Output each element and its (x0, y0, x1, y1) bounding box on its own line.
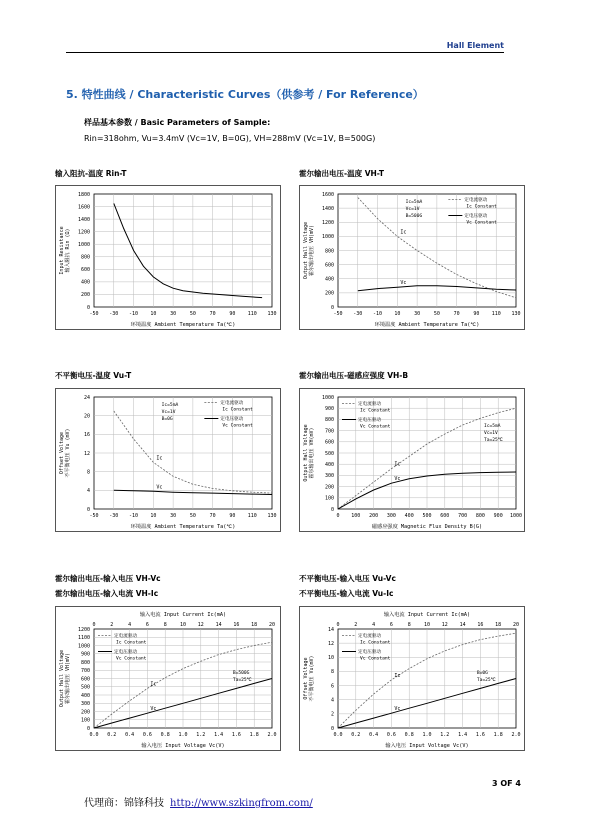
condition-text: Vc=1V (161, 410, 176, 415)
legend-label: Vc Constant (222, 423, 253, 429)
y-tick-label: 600 (80, 267, 90, 274)
x-tick-label: 0.8 (404, 732, 414, 738)
x-tick-label: 70 (209, 311, 216, 317)
x-tick-label: -10 (129, 513, 139, 519)
x2-tick-label: 14 (215, 622, 222, 628)
y-axis-label-cn: 不平衡电压 Vu(mV) (309, 655, 315, 702)
y-tick-label: 200 (324, 290, 334, 297)
x-tick-label: 50 (433, 311, 440, 317)
x-tick-label: 130 (511, 311, 521, 317)
condition-text: Ta=25℃ (476, 678, 496, 683)
legend-label: 定电压驱动 (358, 650, 381, 655)
legend-label: Ic Constant (360, 408, 391, 414)
curve-label: Vc (150, 706, 157, 713)
x2-tick-label: 18 (495, 622, 502, 628)
curve-label: Vc (400, 280, 407, 287)
x-tick-label: 50 (189, 513, 196, 519)
x-tick-label: 0.0 (333, 732, 343, 738)
basic-params-title: 样品基本参数 / Basic Parameters of Sample: (84, 118, 271, 127)
basic-params-text: Rin=318ohm, Vu=3.4mV (Vc=1V, B=0G), VH=288mV (Vc=1V, B=500G) (84, 134, 376, 143)
x2-tick-label: 2 (354, 622, 358, 628)
x2-tick-label: 10 (179, 622, 187, 628)
curve-label: Vc (156, 484, 163, 491)
x2-tick-label: 2 (110, 622, 114, 628)
x-tick-label: 50 (189, 311, 196, 317)
condition-text: B=500G (405, 214, 423, 219)
curve-label: Vc (394, 476, 401, 483)
y-tick-label: 400 (324, 462, 334, 468)
y-tick-label: 4 (330, 697, 334, 704)
x-tick-label: 110 (491, 311, 501, 317)
section-title: 5. 特性曲线 / Characteristic Curves（供参考 / For Reference） (66, 88, 424, 101)
chart-vh-t (299, 185, 525, 330)
y-tick-label: 800 (324, 417, 334, 424)
x-axis-label: 输入电压 Input Voltage Vc(V) (141, 743, 225, 749)
x-tick-label: 1.4 (214, 732, 224, 738)
x-tick-label: 0.2 (351, 732, 361, 738)
y-tick-label: 1400 (77, 216, 90, 223)
x-tick-label: -50 (333, 311, 343, 317)
y-tick-label: 8 (330, 669, 334, 676)
x-tick-label: 2.0 (511, 732, 521, 738)
legend-label: 定电流驱动 (358, 634, 381, 639)
y-axis-label-cn: 霍尔输出电压 VH(mV) (309, 224, 315, 277)
x-tick-label: 1.2 (440, 732, 450, 738)
y-tick-label: 100 (324, 495, 334, 502)
y-tick-label: 6 (330, 683, 334, 690)
x-tick-label: 600 (440, 513, 450, 519)
y-tick-label: 1800 (77, 191, 90, 198)
y-tick-label: 20 (83, 413, 90, 420)
y-tick-label: 800 (324, 248, 334, 255)
condition-text: Ic=5mA (161, 403, 179, 408)
y-tick-label: 1000 (321, 234, 334, 241)
x-tick-label: 0 (336, 513, 340, 519)
y-tick-label: 0 (330, 506, 334, 513)
x2-tick-label: 6 (389, 622, 393, 628)
y-tick-label: 12 (327, 640, 334, 647)
y-tick-label: 0 (86, 725, 90, 732)
curve-label: Ic (156, 455, 163, 462)
x2-tick-label: 14 (459, 622, 466, 628)
y-tick-label: 200 (80, 292, 90, 299)
y-tick-label: 4 (86, 488, 90, 495)
x-tick-label: 100 (351, 513, 361, 519)
x-tick-label: -10 (373, 311, 383, 317)
legend-label: 定电压驱动 (220, 417, 244, 422)
legend-label: 定电压驱动 (358, 418, 381, 423)
x-tick-label: 30 (170, 513, 177, 519)
x2-axis-label: 输入电流 Input Current Ic(mA) (383, 612, 471, 618)
x2-tick-label: 16 (477, 622, 484, 628)
y-tick-label: 1200 (77, 229, 90, 236)
y-axis-label: Output Hall Voltage (59, 649, 65, 708)
x-tick-label: 70 (209, 513, 216, 519)
x2-tick-label: 18 (251, 622, 258, 628)
chart-title-vh-b: 霍尔输出电压-磁感应强度 VH-B (299, 371, 409, 380)
legend-label: 定电流驱动 (358, 402, 381, 407)
x-tick-label: 0.6 (386, 732, 396, 738)
legend-label: 定电流驱动 (220, 401, 244, 406)
legend-label: 定电压驱动 (464, 214, 488, 219)
x-tick-label: 70 (453, 311, 460, 317)
x-tick-label: 0.8 (160, 732, 170, 738)
y-tick-label: 600 (80, 676, 90, 683)
x-tick-label: -50 (89, 311, 99, 317)
condition-text: Ta=25℃ (232, 678, 252, 683)
x2-tick-label: 12 (441, 622, 448, 628)
x-axis-label: 环境温度 Ambient Temperature Ta(℃) (130, 322, 236, 328)
y-tick-label: 24 (83, 394, 90, 401)
y-tick-label: 14 (327, 626, 334, 633)
chart-rin-t (55, 185, 281, 330)
y-tick-label: 400 (324, 276, 334, 283)
y-tick-label: 400 (80, 692, 90, 699)
x-tick-label: 0.2 (107, 732, 117, 738)
legend-label: Vc Constant (116, 656, 147, 662)
x-tick-label: -50 (89, 513, 99, 519)
footer-agent: 代理商：锦锋科技 (84, 798, 164, 809)
x-tick-label: 2.0 (267, 732, 277, 738)
x2-tick-label: 8 (163, 622, 167, 628)
x-tick-label: 1.8 (493, 732, 503, 738)
x-tick-label: -30 (109, 513, 119, 519)
y-axis-label-cn: 输入阻抗 Rin (Ω) (65, 228, 71, 273)
x-tick-label: 1.6 (475, 732, 485, 738)
x-tick-label: 300 (386, 513, 396, 519)
y-tick-label: 600 (324, 439, 334, 446)
chart-title-vu-vc: 不平衡电压-输入电压 Vu-Vc (299, 574, 396, 583)
y-tick-label: 1600 (321, 191, 334, 198)
x-tick-label: 1.6 (231, 732, 241, 738)
y-axis-label-cn: 不平衡电压 Vu (mV) (65, 428, 71, 478)
condition-text: Ic=5mA (483, 424, 501, 429)
curve-label: Ic (400, 229, 407, 236)
x-tick-label: 10 (150, 513, 157, 519)
x-tick-label: 10 (394, 311, 401, 317)
y-axis-label: Output Hall Voltage (303, 424, 309, 482)
x-tick-label: 500 (422, 513, 432, 519)
y-tick-label: 700 (80, 668, 90, 675)
x-tick-label: 110 (247, 513, 257, 519)
x2-tick-label: 6 (145, 622, 149, 628)
y-tick-label: 10 (327, 655, 334, 662)
x-tick-label: 1.2 (196, 732, 206, 738)
y-tick-label: 1600 (77, 204, 90, 211)
x-tick-label: 1.4 (458, 732, 468, 738)
condition-text: Vc=1V (483, 431, 498, 436)
curve-label: Ic (394, 461, 401, 468)
x-axis-label: 环境温度 Ambient Temperature Ta(℃) (374, 322, 480, 328)
chart-vu-t (55, 388, 281, 532)
legend-label: Ic Constant (360, 640, 391, 646)
legend-label: Vc Constant (360, 424, 391, 430)
y-tick-label: 1200 (321, 220, 334, 227)
x-tick-label: 130 (267, 311, 277, 317)
x-tick-label: -30 (353, 311, 363, 317)
y-tick-label: 900 (80, 651, 90, 658)
x2-tick-label: 0 (92, 622, 96, 628)
condition-text: B=0G (161, 417, 173, 422)
y-axis-label-cn: 霍尔输出电压 VH(mV) (65, 652, 71, 705)
x2-tick-label: 20 (268, 622, 276, 628)
y-tick-label: 900 (324, 406, 334, 412)
y-tick-label: 200 (324, 484, 334, 491)
y-tick-label: 800 (80, 254, 90, 261)
y-tick-label: 0 (330, 304, 334, 311)
x2-tick-label: 12 (197, 622, 204, 628)
y-axis-label: Offset Voltage (303, 657, 309, 700)
x-tick-label: 30 (170, 311, 177, 317)
x2-axis-label: 输入电流 Input Current Ic(mA) (139, 612, 227, 618)
legend-label: 定电流驱动 (464, 198, 488, 203)
y-axis-label: Output Hall Voltage (303, 221, 309, 280)
y-tick-label: 0 (86, 304, 90, 311)
x-tick-label: 0.4 (369, 732, 379, 738)
plot-area (94, 194, 272, 307)
y-tick-label: 300 (80, 701, 90, 708)
x-tick-label: 200 (369, 513, 379, 519)
footer (84, 794, 313, 809)
y-tick-label: 1100 (77, 635, 90, 642)
page-number: 3 OF 4 (492, 779, 521, 788)
y-tick-label: 100 (80, 717, 90, 724)
curve-label: Vc (394, 706, 401, 713)
x-tick-label: 110 (247, 311, 257, 317)
y-tick-label: 1000 (77, 643, 90, 650)
legend-label: Ic Constant (116, 640, 147, 646)
y-tick-label: 16 (83, 432, 90, 439)
x-tick-label: 10 (150, 311, 157, 317)
chart-vh-vc (55, 606, 281, 751)
legend-label: 定电压驱动 (114, 650, 137, 655)
y-axis-label: Input Resistance (59, 226, 65, 275)
legend-label: Ic Constant (222, 407, 253, 413)
x-tick-label: 90 (229, 311, 236, 317)
y-tick-label: 600 (324, 262, 334, 269)
condition-text: Vc=1V (405, 207, 420, 212)
x-axis-label: 环境温度 Ambient Temperature Ta(℃) (130, 524, 236, 530)
y-tick-label: 1400 (321, 205, 334, 212)
header-title: Hall Element (446, 41, 504, 50)
y-tick-label: 0 (330, 725, 334, 732)
x-tick-label: 800 (475, 513, 485, 519)
x-tick-label: 900 (493, 513, 503, 519)
y-tick-label: 2 (330, 711, 334, 718)
x-tick-label: 0.4 (125, 732, 135, 738)
x-tick-label: 0.0 (89, 732, 99, 738)
y-tick-label: 1200 (77, 626, 90, 633)
y-tick-label: 800 (80, 659, 90, 666)
x2-tick-label: 4 (128, 622, 132, 628)
x-tick-label: 0.6 (142, 732, 152, 738)
condition-text: Ic=5mA (405, 200, 423, 205)
x2-tick-label: 16 (233, 622, 240, 628)
chart-title-vh-ic: 霍尔输出电压-输入电流 VH-Ic (55, 589, 159, 598)
x-tick-label: 90 (473, 311, 480, 317)
x-tick-label: 1.0 (422, 732, 432, 738)
y-tick-label: 200 (80, 709, 90, 716)
x-tick-label: 1.0 (178, 732, 188, 738)
y-tick-label: 1000 (77, 242, 90, 249)
chart-vu-vc (299, 606, 525, 751)
x-tick-label: 700 (458, 513, 468, 519)
x-tick-label: 130 (267, 513, 277, 519)
chart-title-vu-ic: 不平衡电压-输入电流 Vu-Ic (299, 589, 394, 598)
x-axis-label: 磁感应强度 Magnetic Flux Density B(G) (371, 524, 483, 530)
chart-vh-b (299, 388, 525, 532)
footer-url-link[interactable]: http://www.szkingfrom.com/ (170, 798, 313, 809)
header-rule (66, 52, 504, 53)
x-axis-label: 输入电压 Input Voltage Vc(V) (385, 743, 469, 749)
y-tick-label: 0 (86, 506, 90, 513)
legend-label: Ic Constant (466, 204, 497, 210)
y-axis-label-cn: 霍尔输出电压 VH(mV) (309, 427, 315, 479)
condition-text: Ta=25℃ (483, 438, 503, 443)
condition-text: B=0G (476, 671, 488, 676)
x2-tick-label: 4 (372, 622, 376, 628)
curve-label: Ic (150, 681, 157, 688)
legend-label: 定电流驱动 (114, 634, 137, 639)
legend-label: Vc Constant (466, 220, 497, 226)
condition-text: B=500G (232, 671, 250, 676)
curve-label: Ic (394, 672, 401, 679)
x2-tick-label: 10 (423, 622, 431, 628)
x-tick-label: 90 (229, 513, 236, 519)
chart-title-rin-t: 输入阻抗-温度 Rin-T (55, 169, 127, 178)
series-line-0 (114, 203, 262, 297)
x-tick-label: -10 (129, 311, 139, 317)
y-tick-label: 12 (83, 450, 90, 457)
y-tick-label: 500 (324, 450, 334, 457)
x2-tick-label: 20 (512, 622, 520, 628)
y-tick-label: 8 (86, 469, 90, 476)
y-tick-label: 1000 (321, 394, 334, 401)
x-tick-label: 400 (404, 513, 414, 519)
y-axis-label: Offset Voltage (59, 431, 65, 475)
x2-tick-label: 8 (407, 622, 411, 628)
x-tick-label: -30 (109, 311, 119, 317)
chart-title-vh-vc: 霍尔输出电压-输入电压 VH-Vc (55, 574, 161, 583)
x-tick-label: 30 (414, 311, 421, 317)
y-tick-label: 400 (80, 279, 90, 286)
chart-title-vu-t: 不平衡电压-温度 Vu-T (55, 371, 132, 380)
x2-tick-label: 0 (336, 622, 340, 628)
y-tick-label: 700 (324, 428, 334, 435)
x-tick-label: 1.8 (249, 732, 259, 738)
chart-title-vh-t: 霍尔输出电压-温度 VH-T (299, 169, 384, 178)
legend-label: Vc Constant (360, 656, 391, 662)
x-tick-label: 1000 (509, 513, 523, 519)
y-tick-label: 300 (324, 473, 334, 480)
y-tick-label: 500 (80, 684, 90, 691)
